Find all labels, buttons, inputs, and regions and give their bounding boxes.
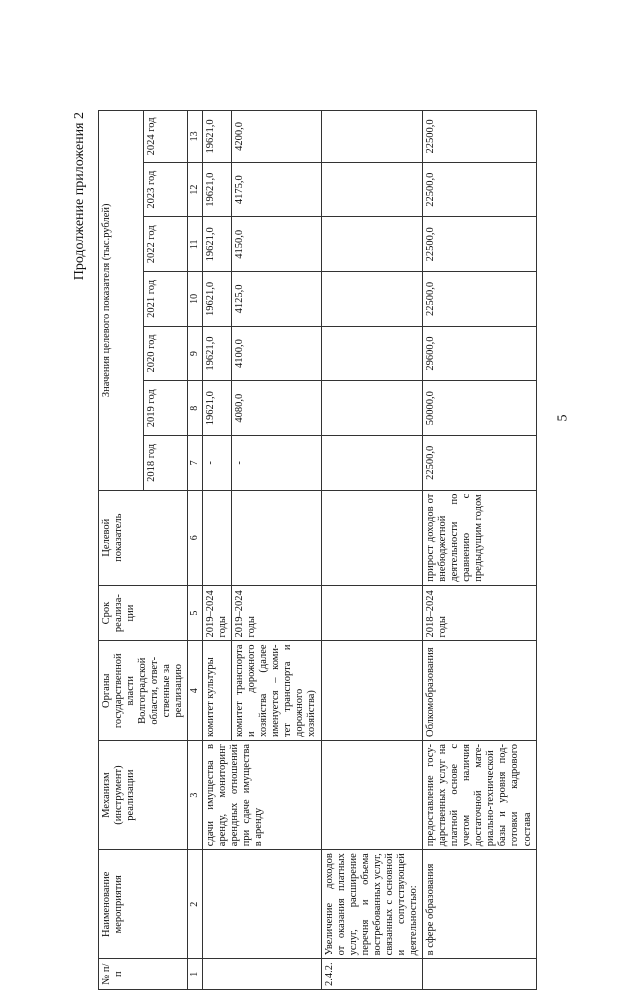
index-cell: 1	[188, 959, 203, 990]
row-value: 4200,0	[232, 111, 321, 163]
header-values-group: Значения целевого показателя (тыс.рублей)	[99, 111, 144, 491]
index-cell: 6	[188, 490, 203, 585]
row-value	[321, 272, 423, 327]
row-period	[321, 585, 423, 641]
row-indicator	[202, 490, 231, 585]
index-cell: 10	[188, 272, 203, 327]
row-mechanism: предоставление государственных услуг на платной основе с учетом наличия достаточной материально-технической базы и уровня подготовки кадрового состава	[423, 741, 537, 850]
table-row	[321, 111, 423, 990]
row-num	[202, 959, 231, 990]
header-year: 2023 год	[143, 162, 188, 217]
row-period: 2018–2024 годы	[423, 585, 537, 641]
row-value: 22500,0	[423, 162, 537, 217]
row-mechanism	[321, 741, 423, 850]
header-year: 2021 год	[143, 272, 188, 327]
row-period: 2019–2024 годы	[232, 585, 321, 641]
header-period: Срок реализации	[99, 585, 188, 641]
table-row	[202, 111, 231, 990]
row-organ: комитет культуры	[202, 641, 231, 741]
row-value: 22500,0	[423, 436, 537, 491]
row-organ	[321, 641, 423, 741]
header-name: Наименование мероприятия	[99, 850, 188, 959]
targets-table	[98, 110, 537, 990]
header-year: 2018 год	[143, 436, 188, 491]
header-organs: Органы государственной власти Волгоградской области, ответственные за реализацию	[99, 641, 188, 741]
row-num	[232, 959, 321, 990]
row-value	[321, 162, 423, 217]
header-indicator: Целевой показатель	[99, 490, 188, 585]
row-organ: Облкомобразования	[423, 641, 537, 741]
row-name	[232, 850, 321, 959]
table-row	[232, 111, 321, 990]
row-value: 29600,0	[423, 326, 537, 381]
row-indicator: прирост доходов от внебюджетной деятельности по сравнению с предыдущим годом	[423, 490, 537, 585]
row-value: -	[202, 436, 231, 491]
row-indicator	[232, 490, 321, 585]
header-year: 2019 год	[143, 381, 188, 436]
row-value	[321, 217, 423, 272]
row-mechanism: сдачи имущества в аренду, мониторинг арендных отношений при сдаче имущества в аренду	[202, 741, 321, 850]
row-value	[321, 111, 423, 163]
row-value: 4100,0	[232, 326, 321, 381]
row-name	[202, 850, 231, 959]
row-value: 4150,0	[232, 217, 321, 272]
index-cell: 8	[188, 381, 203, 436]
row-value: 19621,0	[202, 381, 231, 436]
index-cell: 13	[188, 111, 203, 163]
row-value: 19621,0	[202, 272, 231, 327]
index-cell: 12	[188, 162, 203, 217]
index-cell: 5	[188, 585, 203, 641]
row-num: 2.4.2.	[321, 959, 423, 990]
page-number: 5	[555, 414, 571, 422]
index-row	[188, 111, 203, 990]
index-cell: 3	[188, 741, 203, 850]
row-value: 19621,0	[202, 162, 231, 217]
row-value: 22500,0	[423, 111, 537, 163]
row-organ: комитет транспорта и дорожного хозяйства (далее именуется – комитет транспорта и дорожного хозяйства)	[232, 641, 321, 741]
rotated-sheet	[70, 110, 590, 990]
index-cell: 11	[188, 217, 203, 272]
row-value: 4125,0	[232, 272, 321, 327]
row-value: 22500,0	[423, 272, 537, 327]
row-value: -	[232, 436, 321, 491]
row-value	[321, 436, 423, 491]
caption: Продолжение приложения 2	[72, 112, 87, 281]
index-cell: 2	[188, 850, 203, 959]
row-name: в сфере образования	[423, 850, 537, 959]
row-value: 22500,0	[423, 217, 537, 272]
row-value: 19621,0	[202, 217, 231, 272]
header-year: 2022 год	[143, 217, 188, 272]
row-value: 50000,0	[423, 381, 537, 436]
table-row	[423, 111, 537, 990]
row-period: 2019–2024 годы	[202, 585, 231, 641]
row-value: 19621,0	[202, 326, 231, 381]
row-name: Увеличение доходов от оказания платных услуг, расширение перечня и объема востребованных услуг, связанных с основной и сопутствующей деятельностью:	[321, 850, 423, 959]
row-num	[423, 959, 537, 990]
row-value	[321, 326, 423, 381]
row-value: 19621,0	[202, 111, 231, 163]
index-cell: 4	[188, 641, 203, 741]
row-value: 4080,0	[232, 381, 321, 436]
row-value	[321, 381, 423, 436]
header-year: 2024 год	[143, 111, 188, 163]
index-cell: 7	[188, 436, 203, 491]
header-year: 2020 год	[143, 326, 188, 381]
row-value: 4175,0	[232, 162, 321, 217]
index-cell: 9	[188, 326, 203, 381]
row-indicator	[321, 490, 423, 585]
header-num: № п/п	[99, 959, 188, 990]
header-mechanism: Механизм (инструмент) реализации	[99, 741, 188, 850]
